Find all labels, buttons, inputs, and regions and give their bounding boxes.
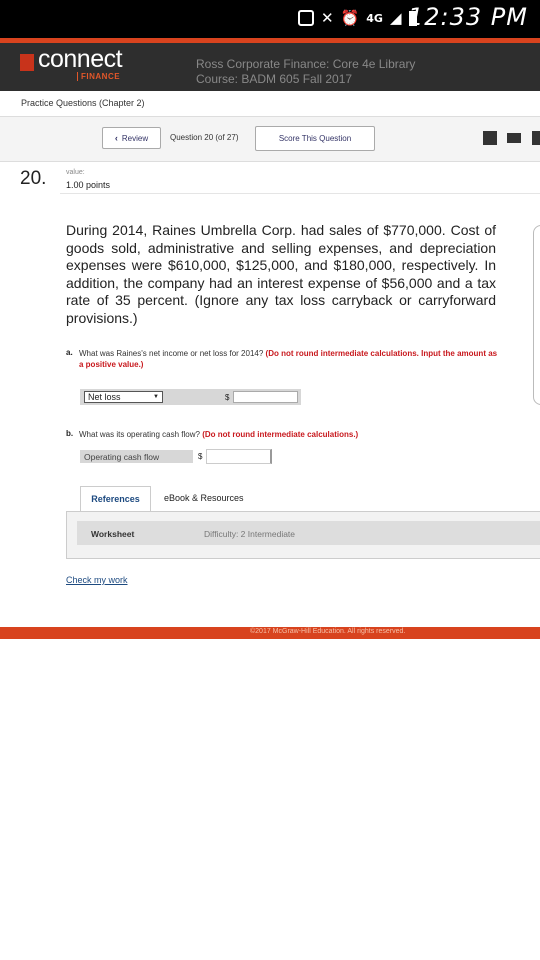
net-income-loss-select[interactable] — [84, 391, 163, 403]
dropdown-arrow-icon: ▼ — [153, 394, 159, 400]
part-a-question — [79, 348, 499, 370]
course-title: Ross Corporate Finance: Core 4e Library — [196, 57, 416, 71]
course-name: Course: BADM 605 Fall 2017 — [196, 72, 353, 86]
part-a-question-text: What was Raines's net income or net loss for 2014? — [79, 349, 264, 358]
status-bar — [0, 0, 540, 38]
clock: 12:33 PM — [408, 3, 528, 31]
mute-icon: ✕ — [321, 9, 334, 27]
alarm-icon: ⏰ — [340, 9, 360, 27]
question-toolbar — [0, 117, 540, 162]
more-icon[interactable] — [532, 131, 540, 145]
check-my-work-link[interactable]: Check my work — [66, 575, 128, 585]
review-label: Review — [121, 133, 149, 143]
part-b-question-text: What was its operating cash flow? — [79, 430, 200, 439]
part-a-currency: $ — [225, 393, 230, 402]
part-a-label: a. — [66, 348, 73, 357]
footer — [0, 627, 540, 639]
review-button[interactable] — [102, 127, 161, 149]
chevron-left-icon: ‹ — [114, 133, 118, 143]
score-question-button[interactable]: Score This Question — [255, 126, 375, 151]
divider — [60, 193, 540, 194]
part-b-question — [79, 429, 499, 440]
book-icon[interactable] — [483, 131, 497, 145]
breadcrumb: Practice Questions (Chapter 2) — [21, 98, 145, 108]
android-icon — [298, 10, 314, 26]
part-b-answer-input[interactable] — [206, 449, 272, 464]
side-panel[interactable] — [533, 225, 540, 405]
worksheet-row[interactable] — [77, 521, 540, 545]
value-label: value: — [66, 169, 85, 176]
app-header — [0, 43, 540, 91]
status-icons — [298, 9, 417, 27]
signal-icon: ◢ — [389, 9, 402, 27]
worksheet-label: Worksheet — [91, 529, 135, 539]
tab-references[interactable]: References — [80, 486, 151, 511]
part-b-instruction: (Do not round intermediate calculations.) — [202, 430, 359, 439]
brand-subtitle: FINANCE — [77, 72, 120, 81]
question-counter: Question 20 (of 27) — [170, 133, 239, 142]
brand-logo[interactable]: connect — [38, 45, 123, 73]
select-value: Net loss — [88, 392, 121, 402]
part-b-label: b. — [66, 429, 74, 438]
part-b-currency: $ — [198, 452, 203, 461]
part-a-instruction: (Do not round intermediate calculations. Input the amount as a positive value.) — [79, 349, 498, 369]
tab-ebook-resources[interactable]: eBook & Resources — [164, 493, 244, 503]
operating-cash-flow-label: Operating cash flow — [84, 452, 160, 462]
copyright: ©2017 McGraw-Hill Education. All rights reserved. — [250, 628, 406, 635]
points-value: 1.00 points — [66, 180, 111, 190]
part-a-answer-input[interactable] — [233, 391, 298, 403]
print-icon[interactable] — [507, 133, 521, 143]
breadcrumb-bar — [0, 91, 540, 117]
question-number: 20. — [20, 168, 47, 189]
difficulty-label: Difficulty: 2 Intermediate — [204, 529, 296, 539]
mcgraw-hill-logo-icon — [20, 54, 34, 71]
network-label: 4G — [366, 11, 383, 25]
problem-text: During 2014, Raines Umbrella Corp. had sales of $770,000. Cost of goods sold, administrative and selling expenses, and depreciation expenses were $610,000, $125,000, and $180,000, respectively. In addition, the company had an interest expense of $56,000 and a tax rate of 35 percent. (Ignore any tax loss carryback or carryforward provisions.) — [66, 222, 496, 326]
